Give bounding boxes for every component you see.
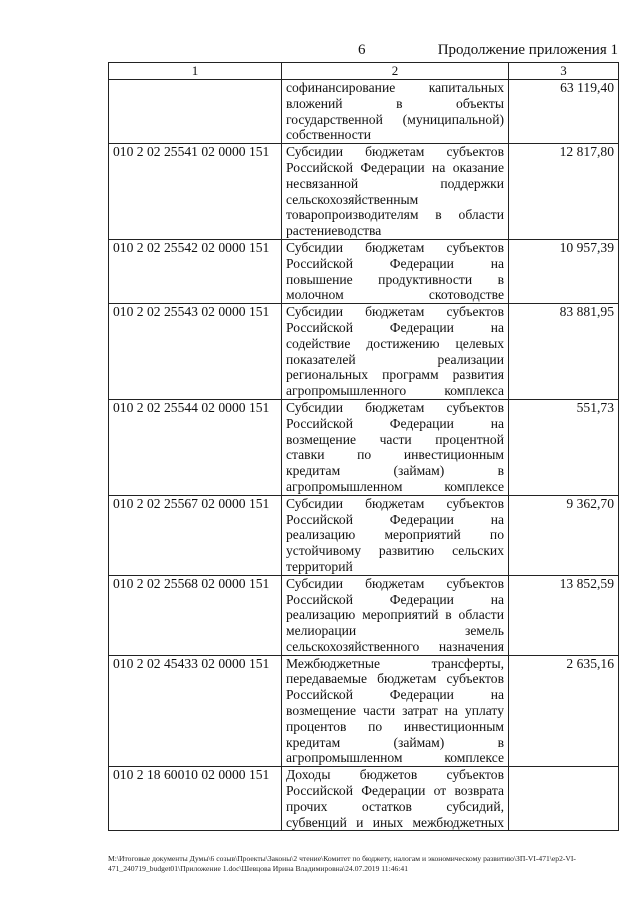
description-line: Доходы бюджетов субъектов [286, 767, 504, 783]
table-row [109, 144, 619, 240]
page-number: 6 [358, 42, 366, 58]
column-header-3: 3 [509, 63, 619, 80]
description-line: повышение продуктивности в [286, 271, 504, 287]
amount-cell: 10 957,39 [509, 239, 619, 303]
appendix-table [108, 62, 619, 831]
table-row [109, 239, 619, 303]
description-line: прочих остатков субсидий, [286, 798, 504, 814]
amount-cell: 2 635,16 [509, 655, 619, 767]
description-line: Межбюджетные трансферты, [286, 655, 504, 671]
description-line: передаваемые бюджетам субъектов [286, 671, 504, 687]
amount-cell [509, 767, 619, 831]
description-line: государственной (муниципальной) [286, 111, 504, 127]
budget-code-cell [109, 80, 282, 144]
description-line: Российской Федерации на [286, 511, 504, 527]
description-line: реализацию мероприятий по [286, 527, 504, 543]
description-line: Субсидии бюджетам субъектов [286, 495, 504, 511]
description-line: растениеводства [286, 223, 382, 239]
description-line: реализацию мероприятий в области [286, 607, 504, 623]
amount-cell: 551,73 [509, 399, 619, 495]
description-line: региональных программ развития [286, 367, 504, 383]
budget-code-cell: 010 2 18 60010 02 0000 151 [109, 767, 282, 831]
description-line: Российской Федерации на [286, 255, 504, 271]
description-line: возмещение части затрат на уплату [286, 703, 504, 719]
description-line: Российской Федерации на [286, 415, 504, 431]
table-row [109, 399, 619, 495]
description-line: Российской Федерации на [286, 687, 504, 703]
amount-cell: 83 881,95 [509, 304, 619, 400]
table-row [109, 495, 619, 575]
description-line: Российской Федерации на [286, 591, 504, 607]
table-row [109, 767, 619, 831]
column-header-2: 2 [282, 63, 509, 80]
description-line: ставки по инвестиционным [286, 447, 504, 463]
description-line: содействие достижению целевых [286, 335, 504, 351]
description-line: Субсидии бюджетам субъектов [286, 239, 504, 255]
description-line: Российской Федерации на [286, 319, 504, 335]
description-cell [282, 399, 509, 495]
description-line: устойчивому развитию сельских [286, 543, 504, 559]
description-line: Субсидии бюджетам субъектов [286, 304, 504, 320]
continuation-label: Продолжение приложения 1 [437, 42, 618, 58]
description-cell [282, 575, 509, 655]
column-header-1: 1 [109, 63, 282, 80]
table-row [109, 304, 619, 400]
description-line: территорий [286, 558, 353, 574]
description-cell [282, 767, 509, 831]
description-cell [282, 495, 509, 575]
description-line: молочном скотоводстве [286, 287, 504, 303]
budget-code-cell: 010 2 02 45433 02 0000 151 [109, 655, 282, 767]
description-line: кредитам (займам) в [286, 734, 504, 750]
description-line: Российской Федерации от возврата [286, 783, 504, 799]
description-line: Российской Федерации на оказание [286, 159, 504, 175]
description-line: процентов по инвестиционным [286, 718, 504, 734]
description-line: агропромышленном комплексе [286, 750, 504, 766]
description-line: субвенций и иных межбюджетных [286, 814, 504, 830]
description-cell [282, 304, 509, 400]
description-line: вложений в объекты [286, 95, 504, 111]
description-line: агропромышленном комплексе [286, 478, 504, 494]
description-cell [282, 80, 509, 144]
description-line: Субсидии бюджетам субъектов [286, 144, 504, 160]
table-row [109, 80, 619, 144]
table-row [109, 575, 619, 655]
description-line: возмещение части процентной [286, 431, 504, 447]
budget-code-cell: 010 2 02 25543 02 0000 151 [109, 304, 282, 400]
description-line: сельскохозяйственного назначения [286, 638, 504, 654]
description-line: собственности [286, 127, 372, 143]
description-line: мелиорации земель [286, 623, 504, 639]
amount-cell: 9 362,70 [509, 495, 619, 575]
description-cell [282, 144, 509, 240]
table-row [109, 655, 619, 767]
budget-code-cell: 010 2 02 25567 02 0000 151 [109, 495, 282, 575]
budget-code-cell: 010 2 02 25544 02 0000 151 [109, 399, 282, 495]
description-line: кредитам (займам) в [286, 463, 504, 479]
description-line: несвязанной поддержки [286, 175, 504, 191]
description-cell [282, 655, 509, 767]
description-line: софинансирование капитальных [286, 80, 504, 95]
amount-cell: 63 119,40 [509, 80, 619, 144]
description-line: сельскохозяйственным [286, 191, 419, 207]
description-line: показателей реализации [286, 351, 504, 367]
budget-code-cell: 010 2 02 25542 02 0000 151 [109, 239, 282, 303]
description-line: товаропроизводителям в области [286, 207, 504, 223]
description-line: Субсидии бюджетам субъектов [286, 399, 504, 415]
table-header-row [109, 63, 619, 80]
description-line: Субсидии бюджетам субъектов [286, 575, 504, 591]
budget-code-cell: 010 2 02 25541 02 0000 151 [109, 144, 282, 240]
amount-cell: 13 852,59 [509, 575, 619, 655]
description-cell [282, 239, 509, 303]
document-path-footer: М:\Итоговые документы Думы\6 созыв\Проекты\Законы\2 чтение\Комитет по бюджету, налогам и экономическому развитию\ЗП-VI-471\ер2-VI-471_240719_budget01\Приложение 1.doc\Шевцова Ирина Владимировна\24.07.2019 11:46:41 [108, 854, 576, 873]
budget-code-cell: 010 2 02 25568 02 0000 151 [109, 575, 282, 655]
description-line: агропромышленного комплекса [286, 383, 504, 399]
amount-cell: 12 817,80 [509, 144, 619, 240]
